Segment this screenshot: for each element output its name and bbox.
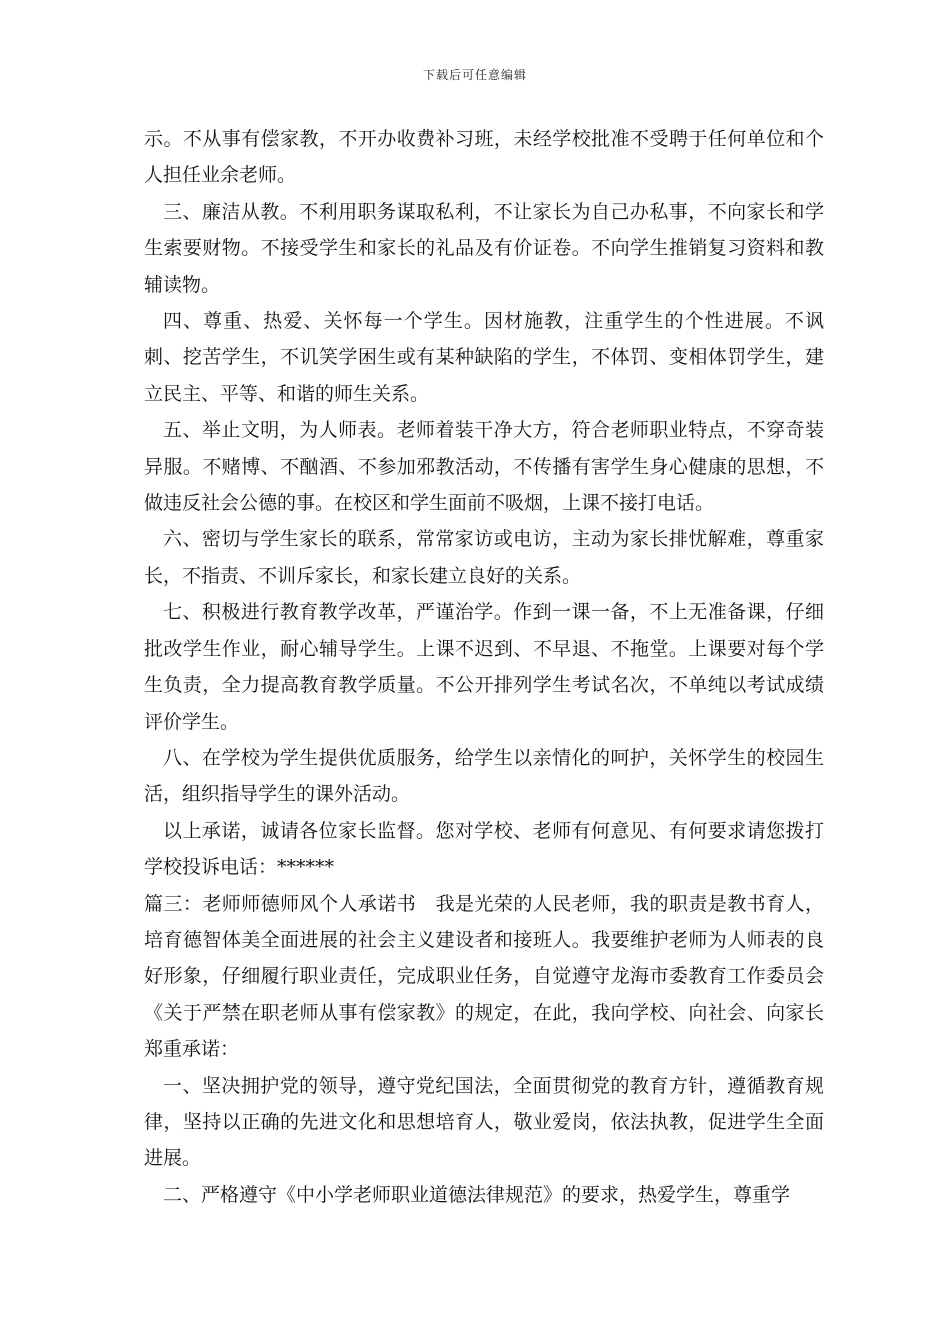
document-body (144, 121, 824, 1213)
paragraph-item-five: 五、举止文明，为人师表。老师着装干净大方，符合老师职业特点，不穿奇装异服。不赌博、不酗酒、不参加邪教活动，不传播有害学生身心健康的思想，不做违反社会公德的事。在校区和学生面前不吸烟，上课不接打电话。 (144, 419, 824, 515)
paragraph-closing-statement: 以上承诺，诚请各位家长监督。您对学校、老师有何意见、有何要求请您拨打学校投诉电话：****** (144, 819, 824, 879)
paragraph-section-three-intro: 篇三：老师师德师风个人承诺书 我是光荣的人民老师，我的职责是教书育人，培育德智体美全面进展的社会主义建设者和接班人。我要维护老师为人师表的良好形象，仔细履行职业责任，完成职业任务，自觉遵守龙海市委教育工作委员会《关于严禁在职老师从事有偿家教》的规定，在此，我向学校、向社会、向家长郑重承诺： (144, 892, 824, 1061)
page-header-note: 下载后可任意编辑 (422, 68, 527, 82)
paragraph-pledge-one: 一、坚决拥护党的领导，遵守党纪国法，全面贯彻党的教育方针，遵循教育规律，坚持以正确的先进文化和思想培育人，敬业爱岗，依法执教，促进学生全面进展。 (144, 1074, 824, 1170)
paragraph-pledge-two: 二、严格遵守《中小学老师职业道德法律规范》的要求，热爱学生，尊重学 (163, 1183, 791, 1206)
paragraph-item-four: 四、尊重、热爱、关怀每一个学生。因材施教，注重学生的个性进展。不讽刺、挖苦学生，不讥笑学困生或有某种缺陷的学生，不体罚、变相体罚学生，建立民主、平等、和谐的师生关系。 (144, 310, 824, 405)
paragraph-item-three: 三、廉洁从教。不利用职务谋取私利，不让家长为自己办私事，不向家长和学生索要财物。不接受学生和家长的礼品及有价证卷。不向学生推销复习资料和教辅读物。 (144, 200, 824, 296)
paragraph-item-eight: 八、在学校为学生提供优质服务，给学生以亲情化的呵护，关怀学生的校园生活，组织指导学生的课外活动。 (144, 746, 824, 806)
paragraph-item-seven: 七、积极进行教育教学改革，严谨治学。作到一课一备，不上无准备课，仔细批改学生作业，耐心辅导学生。上课不迟到、不早退、不拖堂。上课要对每个学生负责，全力提高教育教学质量。不公开排列学生考试名次，不单纯以考试成绩评价学生。 (144, 601, 824, 733)
paragraph-continuation: 示。不从事有偿家教，不开办收费补习班，未经学校批准不受聘于任何单位和个人担任业余老师。 (144, 128, 824, 187)
paragraph-item-six: 六、密切与学生家长的联系，常常家访或电访，主动为家长排忧解难，尊重家长，不指责、不训斥家长，和家长建立良好的关系。 (144, 528, 824, 587)
